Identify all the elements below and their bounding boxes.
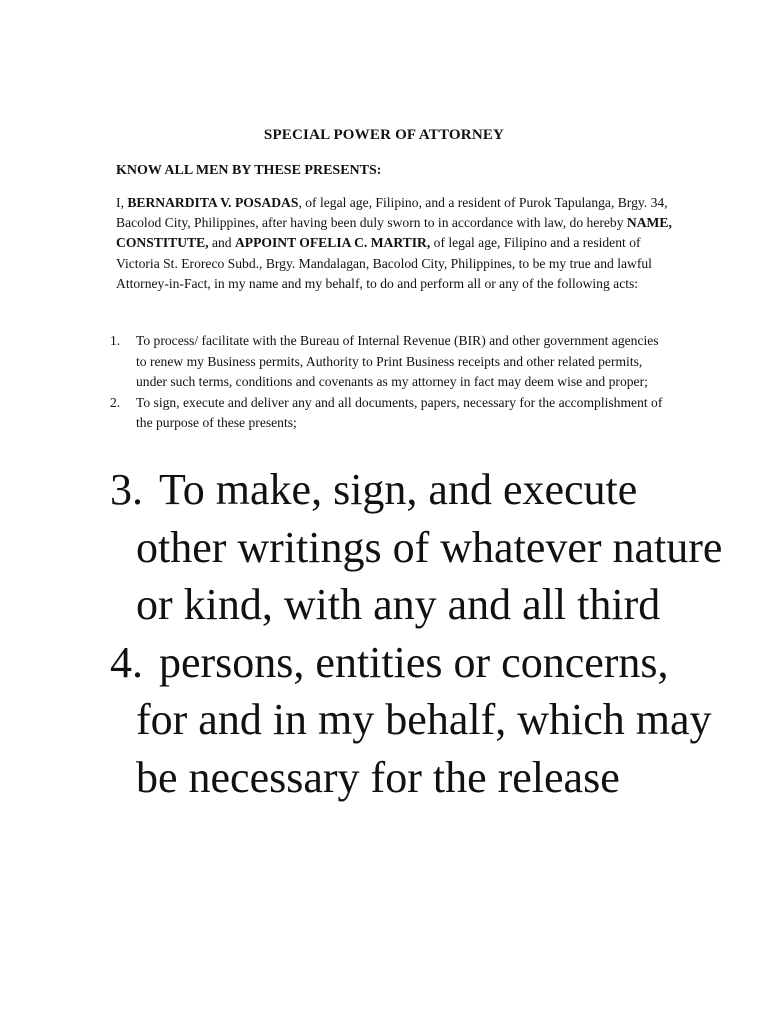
- large-list-item-text: concerns, for and in my behalf, which may be necessary for the release: [136, 637, 712, 802]
- large-list-item: [110, 461, 730, 634]
- intro-text-1: I,: [116, 195, 128, 210]
- list-item: [110, 393, 670, 434]
- large-list-item-number: 4.: [110, 637, 143, 687]
- large-list-item-text: execute other writings of whatever nature or kind, with any and all third: [136, 465, 723, 630]
- attorney-name: APPOINT OFELIA C. MARTIR,: [234, 235, 431, 251]
- list-item-text: To process/ facilitate with the Bureau of Internal Revenue (BIR) and other government agencies to renew my Business permits, Authority to Print Business receipts and other related permits, under such terms, conditions and covenants as my attorney in fact may deem wise and proper;: [136, 333, 659, 390]
- large-list-item-first-line: To make, sign, and: [159, 465, 492, 514]
- document-title: SPECIAL POWER OF ATTORNEY: [263, 127, 505, 143]
- salutation: KNOW ALL MEN BY THESE PRESENTS:: [116, 163, 382, 178]
- principal-name: BERNARDITA V. POSADAS: [127, 195, 299, 210]
- large-list-item-first-line: persons, entities or: [159, 637, 491, 687]
- large-acts-list: [110, 461, 730, 807]
- large-list-item-number: 3.: [110, 465, 143, 514]
- intro-text-4: of legal age, Filipino and a resident of Victoria St. Eroreco Subd., Brgy. Mandalagan, Bacolod City, Philippines, to be my true and lawful Attorney-in-Fact, in my name and my behalf, to do and perform all or any of the following acts:: [116, 235, 652, 291]
- list-item-number: 1.: [110, 333, 121, 348]
- intro-paragraph: [116, 193, 676, 294]
- acts-list: [110, 331, 670, 434]
- list-item-text: To sign, execute and deliver any and all documents, papers, necessary for the accomplishment of the purpose of these presents;: [136, 394, 663, 431]
- intro-text-2: , of legal age, Filipino, and a resident of Purok Tapulanga, Brgy. 34, Bacolod City, Philippines, after having been duly sworn to in accordance with law, do hereby: [116, 195, 668, 231]
- appoint-words: NAME, CONSTITUTE,: [116, 215, 672, 251]
- list-item: [110, 331, 670, 393]
- intro-text-3: and: [208, 235, 235, 251]
- list-item-number: 2.: [110, 394, 121, 410]
- large-list-item: [110, 634, 730, 807]
